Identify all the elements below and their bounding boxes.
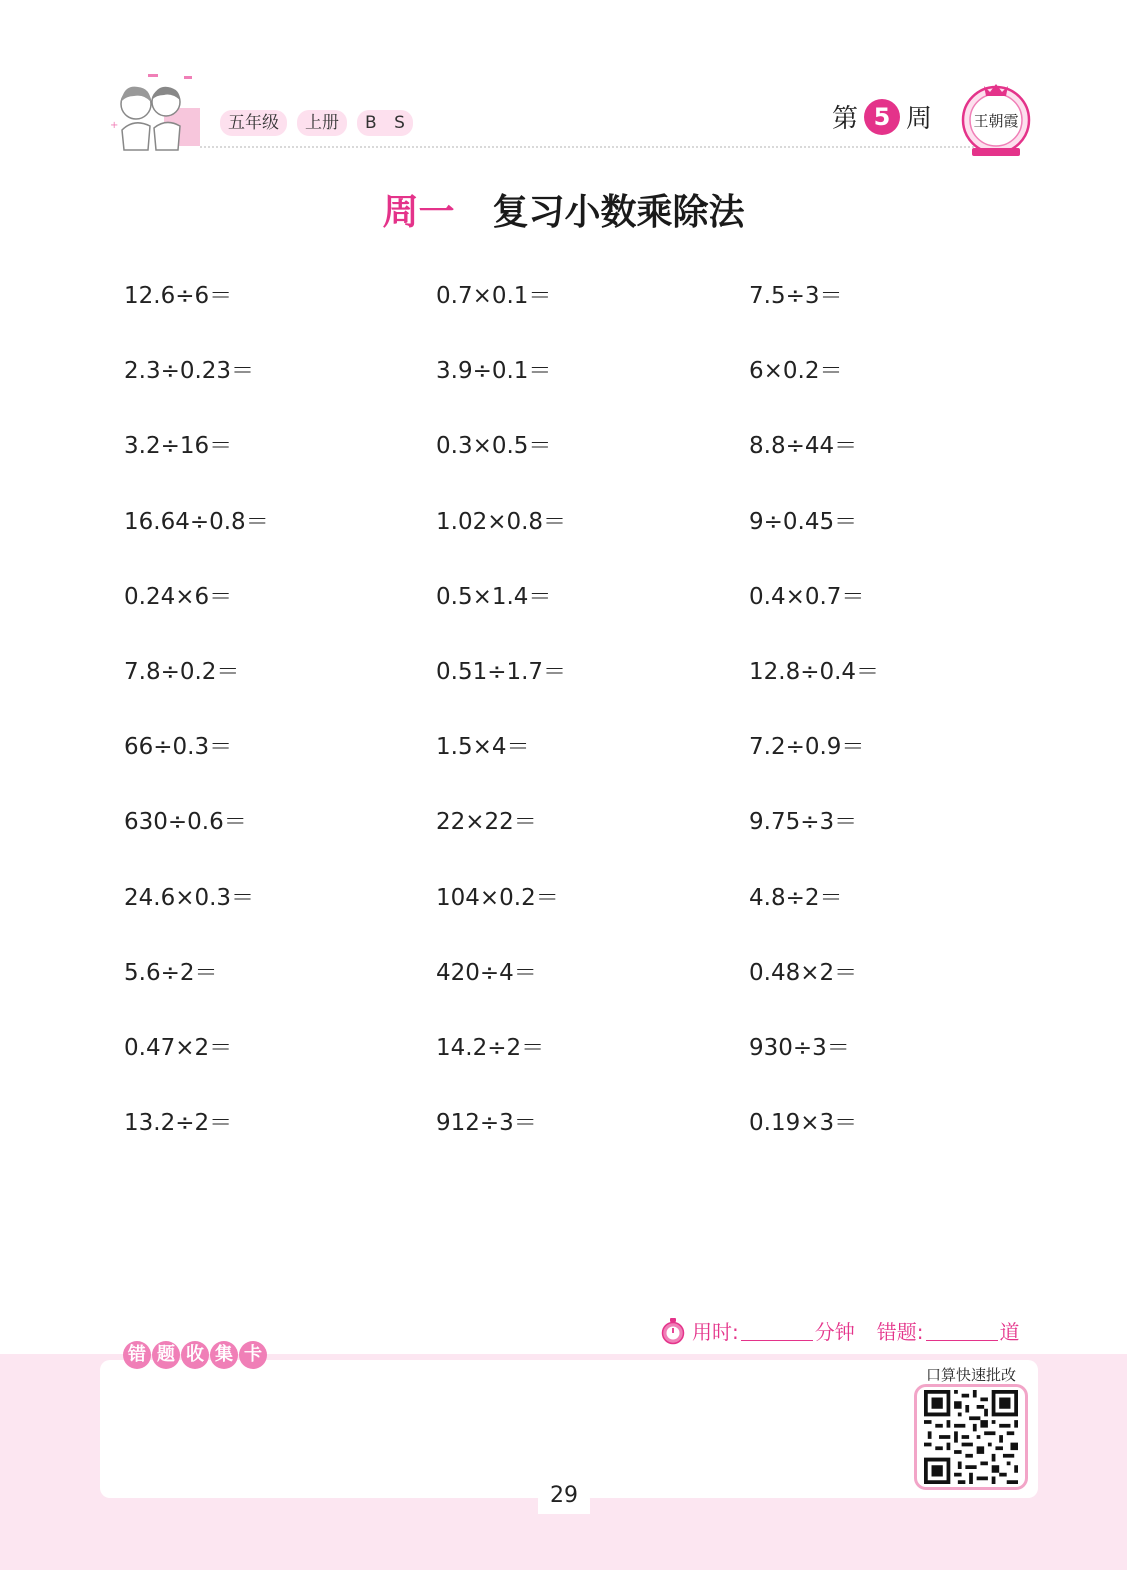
problem-item: 3.9÷0.1＝ [436,358,552,385]
problem-grid [124,277,1024,1179]
kids-illustration [104,70,204,154]
problem-item: 12.6÷6＝ [124,283,233,309]
header-divider [200,146,990,148]
error-unit: 道 [999,1320,1020,1344]
problem-item: 4.8÷2＝ [749,884,843,911]
stopwatch-icon [660,1317,686,1345]
problem-item: 24.6×0.3＝ [124,884,255,911]
qr-frame [914,1384,1028,1490]
qr-section [912,1362,1030,1492]
problem-item: 0.5×1.4＝ [436,583,552,610]
card-title-char: 集 [210,1341,238,1369]
problem-item: 6×0.2＝ [749,358,843,385]
problem-item: 7.8÷0.2＝ [124,658,240,685]
problem-item: 5.6÷2＝ [124,959,218,986]
grade-tag: 五年级 [220,110,287,136]
error-label: 错题: [876,1320,924,1344]
problem-item: 12.8÷0.4＝ [749,658,880,685]
edition-tag: B S [357,110,413,136]
problem-item: 13.2÷2＝ [124,1110,233,1137]
card-title-char: 收 [181,1341,209,1369]
problem-item: 930÷3＝ [749,1034,850,1061]
problem-item: 420÷4＝ [436,959,537,986]
title-day: 周一 [382,192,455,233]
problem-item: 0.24×6＝ [124,583,233,610]
problem-item: 7.5÷3＝ [749,283,843,309]
problem-item: 1.5×4＝ [436,734,530,761]
qr-code-icon[interactable] [921,1390,1021,1484]
term-tag: 上册 [297,110,347,136]
problem-item: 3.2÷16＝ [124,433,233,460]
error-card-title [123,1341,267,1369]
page-title [0,184,1127,235]
error-input-blank[interactable] [926,1340,998,1341]
problem-item: 0.48×2＝ [749,959,858,986]
problem-item: 8.8÷44＝ [749,433,858,460]
problem-item: 912÷3＝ [436,1110,537,1137]
week-prefix: 第 [832,104,859,134]
timing-record [660,1316,1020,1345]
week-suffix: 周 [906,104,933,134]
svg-text:+: + [110,120,119,131]
problem-item: 7.2÷0.9＝ [749,734,865,761]
time-input-blank[interactable] [741,1340,813,1341]
book-info-tags [220,110,413,136]
problem-item: 0.51÷1.7＝ [436,658,567,685]
problem-item: 16.64÷0.8＝ [124,508,269,535]
problem-item: 0.19×3＝ [749,1110,858,1137]
problem-item: 9.75÷3＝ [749,809,858,836]
week-number-badge: 5 [864,99,900,135]
card-title-char: 错 [123,1341,151,1369]
time-label: 用时: [692,1320,739,1344]
card-title-char: 题 [152,1341,180,1369]
title-topic: 复习小数乘除法 [492,192,745,233]
problem-item: 630÷0.6＝ [124,809,247,836]
problem-item: 2.3÷0.23＝ [124,358,255,385]
qr-label: 口算快速批改 [925,1366,1016,1384]
svg-text:王朝霞: 王朝霞 [973,112,1019,130]
problem-item: 22×22＝ [436,809,537,836]
problem-item: 0.3×0.5＝ [436,433,552,460]
problem-item: 66÷0.3＝ [124,734,233,761]
time-unit: 分钟 [814,1320,855,1344]
problem-item: 1.02×0.8＝ [436,508,567,535]
brand-seal-logo [958,80,1034,160]
week-label [832,98,932,135]
problem-item: 14.2÷2＝ [436,1034,545,1061]
card-title-char: 卡 [239,1341,267,1369]
problem-item: 9÷0.45＝ [749,508,858,535]
page-number: 29 [538,1474,590,1514]
problem-item: 0.47×2＝ [124,1034,233,1061]
problem-item: 0.7×0.1＝ [436,283,552,309]
problem-item: 104×0.2＝ [436,884,559,911]
problem-item: 0.4×0.7＝ [749,583,865,610]
